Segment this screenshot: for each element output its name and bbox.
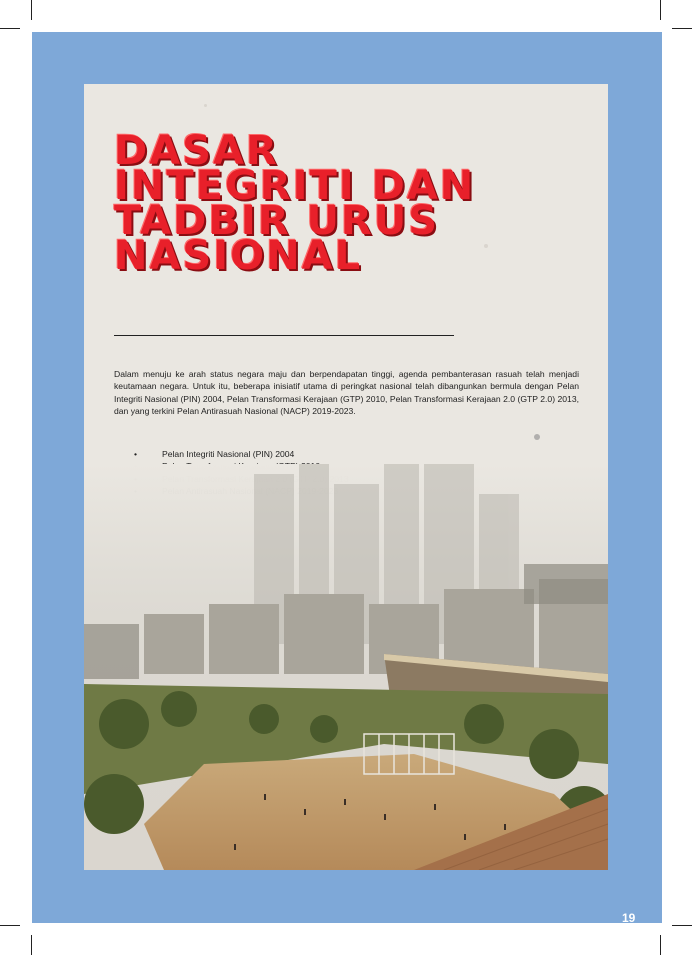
city-plaza-illustration	[84, 464, 608, 870]
list-item	[134, 448, 349, 460]
bullet-marker: •	[134, 449, 138, 459]
crop-mark	[672, 28, 692, 29]
crop-mark	[0, 925, 20, 926]
intro-paragraph: Dalam menuju ke arah status negara maju dan berpendapatan tinggi, agenda pembanterasan rasuah telah menjadi keutamaan negara. Untuk itu, beberapa inisiatif utama di peringkat nasional telah dibangunkan bermula dengan Pelan Integriti Nasional (PIN) 2004, Pelan Transformasi Kerajaan (GTP) 2010, Pelan Transformasi Kerajaan 2.0 (GTP 2.0) 2013, dan yang terkini Pelan Antirasuah Nasional (NACP) 2019-2023.	[114, 369, 579, 417]
crop-mark	[31, 0, 32, 20]
crop-mark	[660, 0, 661, 20]
list-item-text: Pelan Integriti Nasional (PIN) 2004	[162, 449, 295, 459]
crop-mark	[672, 925, 692, 926]
page-number: 19	[622, 911, 636, 925]
crop-mark	[660, 935, 661, 955]
crop-mark	[31, 935, 32, 955]
crop-mark	[0, 28, 20, 29]
page-frame	[32, 32, 662, 923]
page-title: DASAR INTEGRITI DAN TADBIR URUS NASIONAL	[114, 128, 476, 279]
title-divider	[114, 335, 454, 336]
paper-texture	[204, 104, 207, 107]
paper-texture	[534, 434, 540, 440]
content-panel	[84, 84, 608, 870]
